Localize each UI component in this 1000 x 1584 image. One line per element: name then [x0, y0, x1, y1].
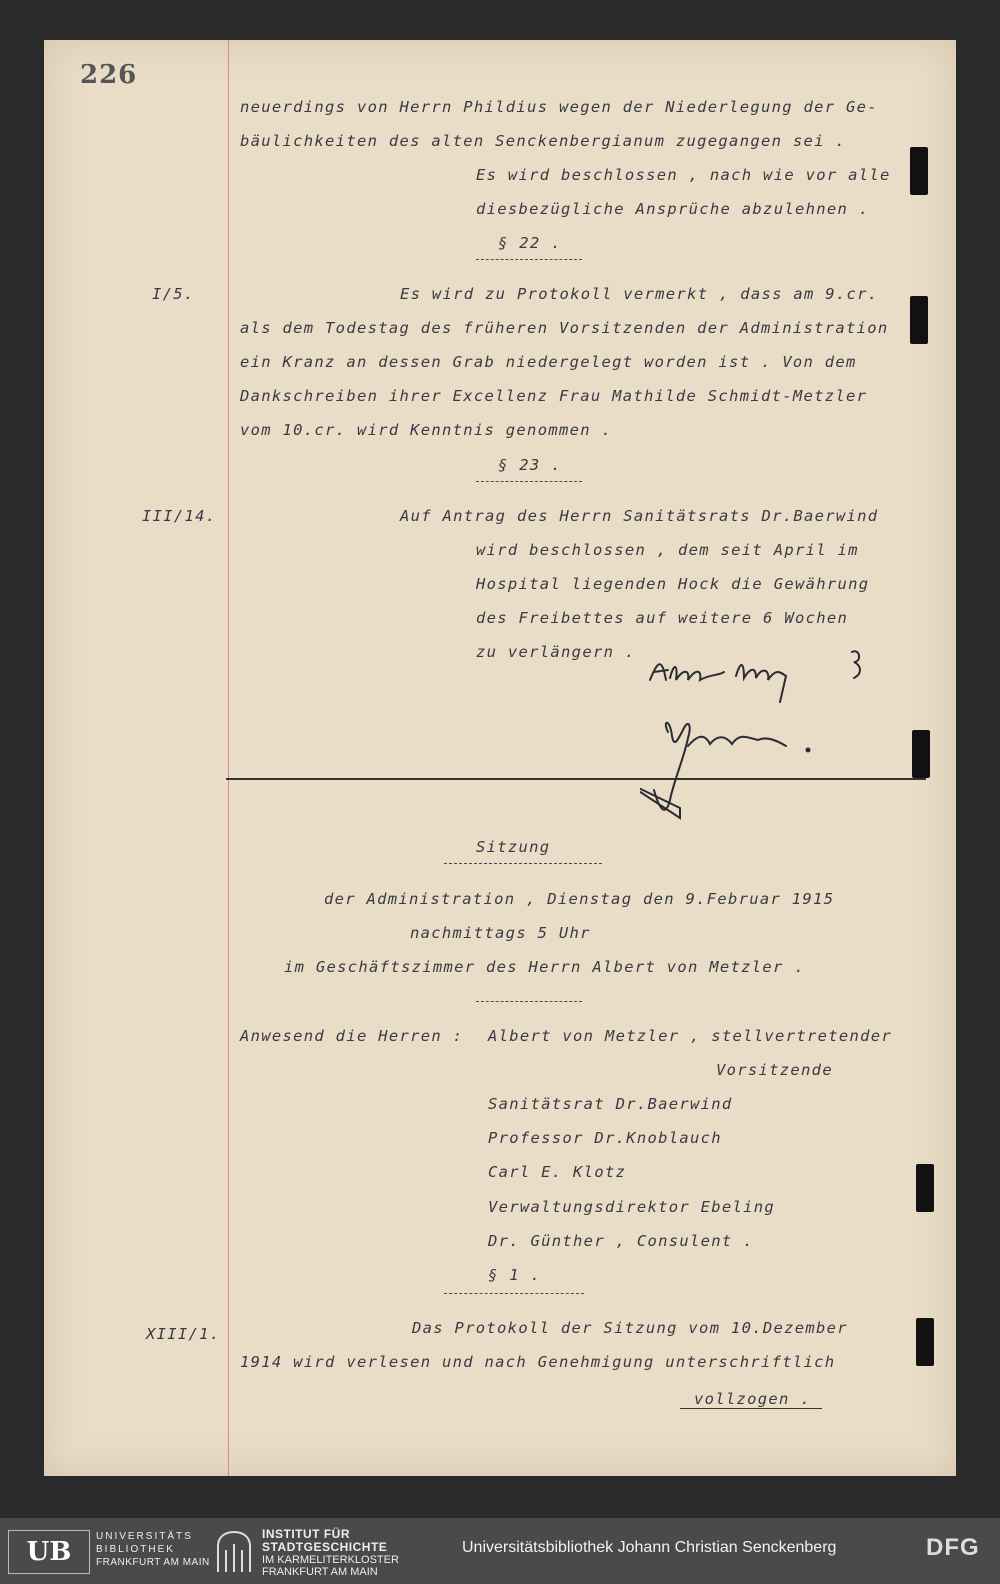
attendee: Vorsitzende — [716, 1061, 833, 1079]
text-line: wird beschlossen , dem seit April im — [476, 541, 859, 559]
attendee: Carl E. Klotz — [488, 1163, 627, 1181]
index-tab — [916, 1318, 934, 1366]
ub-logo[interactable]: UB — [8, 1530, 90, 1574]
horizontal-rule — [226, 778, 926, 780]
text-line: 1914 wird verlesen und nach Genehmigung unterschriftlich — [240, 1353, 836, 1371]
separator-line — [476, 481, 582, 482]
text-line: Hospital liegenden Hock die Gewährung — [476, 575, 870, 593]
attendee: Dr. Günther , Consulent . — [488, 1232, 754, 1250]
isg-arch-icon — [214, 1530, 254, 1574]
ub-name-line: FRANKFURT AM MAIN — [96, 1557, 210, 1568]
separator-line — [444, 1293, 584, 1294]
index-tab — [910, 147, 928, 195]
text-line: vom 10.cr. wird Kenntnis genommen . — [240, 421, 613, 439]
isg-name-line: INSTITUT FÜR — [262, 1527, 350, 1541]
text-line: im Geschäftszimmer des Herrn Albert von Metzler . — [284, 958, 805, 976]
text-line: diesbezügliche Ansprüche abzulehnen . — [476, 200, 870, 218]
text-line: Es wird beschlossen , nach wie vor alle — [476, 166, 891, 184]
text-line: Auf Antrag des Herrn Sanitätsrats Dr.Baerwind — [400, 507, 879, 525]
text-line: neuerdings von Herrn Phildius wegen der Niederlegung der Ge- — [240, 98, 878, 116]
separator-line — [476, 259, 582, 260]
section-heading: § 22 . — [498, 234, 562, 252]
text-line: zu verlängern . — [476, 643, 636, 661]
footer-title[interactable]: Universitätsbibliothek Johann Christian Senckenberg — [462, 1539, 837, 1556]
text-line: der Administration , Dienstag den 9.Februar 1915 — [324, 890, 835, 908]
page-number: 226 — [80, 60, 138, 90]
text-line: vollzogen . — [694, 1390, 811, 1408]
section-heading: § 23 . — [498, 456, 562, 474]
ub-name-line: UNIVERSITÄTS — [96, 1531, 193, 1542]
text-line: bäulichkeiten des alten Senckenbergianum zugegangen sei . — [240, 132, 847, 150]
dfg-logo[interactable]: DFG — [926, 1534, 980, 1561]
handwritten-signatures — [640, 640, 880, 830]
attendance-label: Anwesend die Herren : — [240, 1027, 464, 1045]
margin-note: I/5. — [152, 285, 195, 303]
session-title: Sitzung — [476, 838, 551, 856]
text-line: des Freibettes auf weitere 6 Wochen — [476, 609, 849, 627]
ub-name-line: BIBLIOTHEK — [96, 1544, 175, 1555]
index-tab — [912, 730, 930, 778]
red-margin-line — [228, 40, 229, 1476]
text-line: als dem Todestag des früheren Vorsitzenden der Administration — [240, 319, 889, 337]
section-heading: § 1 . — [488, 1266, 542, 1284]
separator-line — [444, 863, 602, 864]
margin-note: XIII/1. — [146, 1325, 221, 1343]
isg-name-line: IM KARMELITERKLOSTER — [262, 1554, 399, 1566]
isg-name-line: STADTGESCHICHTE — [262, 1540, 388, 1554]
attendee: Sanitätsrat Dr.Baerwind — [488, 1095, 733, 1113]
text-line: Es wird zu Protokoll vermerkt , dass am 9.cr. — [400, 285, 879, 303]
attendee: Albert von Metzler , stellvertretender — [488, 1027, 893, 1045]
text-line: nachmittags 5 Uhr — [410, 924, 591, 942]
margin-note: III/14. — [142, 507, 217, 525]
separator-line — [476, 1001, 582, 1002]
isg-name — [262, 1528, 399, 1578]
underline — [680, 1408, 822, 1409]
attendee: Verwaltungsdirektor Ebeling — [488, 1198, 776, 1216]
text-line: Dankschreiben ihrer Excellenz Frau Mathilde Schmidt-Metzler — [240, 387, 868, 405]
footer-bar — [0, 1518, 1000, 1584]
index-tab — [916, 1164, 934, 1212]
text-line: Das Protokoll der Sitzung vom 10.Dezember — [412, 1319, 848, 1337]
isg-name-line: FRANKFURT AM MAIN — [262, 1566, 378, 1578]
attendee: Professor Dr.Knoblauch — [488, 1129, 722, 1147]
ub-name — [96, 1530, 210, 1569]
index-tab — [910, 296, 928, 344]
text-line: ein Kranz an dessen Grab niedergelegt worden ist . Von dem — [240, 353, 857, 371]
